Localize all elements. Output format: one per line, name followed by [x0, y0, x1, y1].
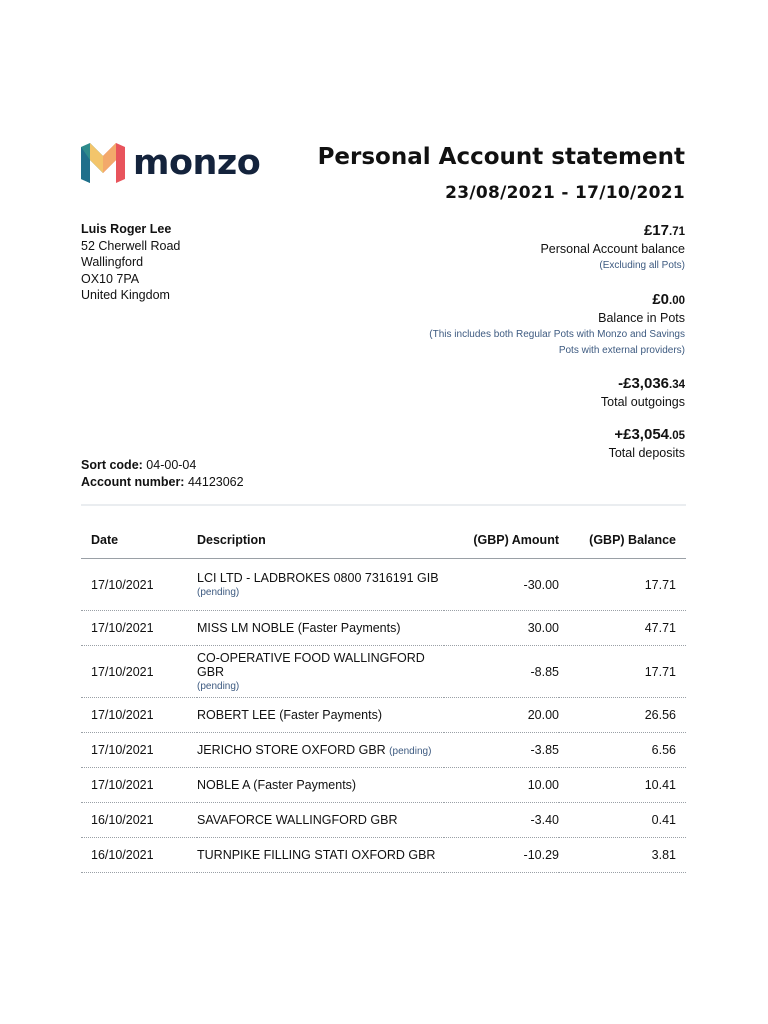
- table-row: [81, 611, 686, 646]
- address-line: OX10 7PA: [81, 271, 140, 286]
- cell-description: [197, 803, 444, 838]
- cell-date: 17/10/2021: [81, 733, 197, 768]
- pending-label: (pending): [389, 746, 432, 757]
- cell-balance: 26.56: [559, 698, 686, 733]
- cell-balance: 0.41: [559, 803, 686, 838]
- pots-note: (This includes both Regular Pots with Monzo and Savings: [429, 328, 685, 340]
- sort-code: Sort code: 04-00-04: [81, 458, 197, 472]
- cell-amount: -3.40: [444, 803, 559, 838]
- cell-balance: 17.71: [559, 646, 686, 698]
- pots-note: Pots with external providers): [558, 345, 685, 356]
- cell-description: [197, 838, 444, 873]
- description-text: ROBERT LEE (Faster Payments): [197, 708, 383, 722]
- cell-date: 17/10/2021: [81, 698, 197, 733]
- description-text: MISS LM NOBLE (Faster Payments): [197, 621, 401, 635]
- cell-date: 17/10/2021: [81, 646, 197, 698]
- account-number: Account number: 44123062: [81, 474, 244, 489]
- table-row: [81, 733, 686, 768]
- account-summary: [325, 222, 685, 462]
- statement-period: 23/08/2021 - 17/10/2021: [445, 183, 685, 203]
- monzo-m-icon: [81, 143, 125, 183]
- pots-summary: [325, 291, 685, 360]
- customer-address: [81, 221, 180, 304]
- cell-description: [197, 698, 444, 733]
- table-row: [81, 646, 686, 698]
- table-row: [81, 838, 686, 873]
- outgoings-summary: [325, 375, 685, 411]
- description-text: SAVAFORCE WALLINGFORD GBR: [197, 813, 398, 827]
- cell-balance: 3.81: [559, 838, 686, 873]
- cell-balance: 17.71: [559, 559, 686, 611]
- pending-label: (pending): [197, 587, 240, 598]
- outgoings-amount: -£3,036.34: [618, 374, 685, 392]
- monzo-logo: [81, 143, 260, 183]
- cell-description: [197, 733, 444, 768]
- cell-balance: 6.56: [559, 733, 686, 768]
- description-text: LCI LTD - LADBROKES 0800 7316191 GIB: [197, 571, 439, 585]
- cell-amount: 20.00: [444, 698, 559, 733]
- column-header-description: Description: [197, 522, 444, 559]
- cell-balance: 47.71: [559, 611, 686, 646]
- outgoings-label: Total outgoings: [600, 394, 685, 409]
- table-row: [81, 698, 686, 733]
- cell-description: [197, 611, 444, 646]
- table-header-row: [81, 522, 686, 559]
- cell-amount: 10.00: [444, 768, 559, 803]
- transactions-table: [81, 522, 686, 873]
- description-text: CO-OPERATIVE FOOD WALLINGFORD GBR: [197, 651, 425, 679]
- cell-date: 17/10/2021: [81, 768, 197, 803]
- cell-amount: -3.85: [444, 733, 559, 768]
- table-row: [81, 803, 686, 838]
- customer-name: Luis Roger Lee: [81, 222, 172, 236]
- balance-summary: [325, 222, 685, 275]
- balance-note: (Excluding all Pots): [599, 260, 685, 271]
- cell-description: [197, 768, 444, 803]
- column-header-balance: (GBP) Balance: [559, 522, 686, 559]
- cell-date: 16/10/2021: [81, 803, 197, 838]
- cell-date: 16/10/2021: [81, 838, 197, 873]
- divider: [81, 504, 686, 506]
- pending-label: (pending): [197, 681, 240, 692]
- cell-date: 17/10/2021: [81, 611, 197, 646]
- deposits-summary: [325, 426, 685, 462]
- address-line: United Kingdom: [81, 288, 170, 303]
- description-text: NOBLE A (Faster Payments): [197, 778, 357, 792]
- table-row: [81, 559, 686, 611]
- column-header-date: Date: [81, 522, 197, 559]
- pots-label: Balance in Pots: [598, 310, 685, 325]
- balance-amount: £17.71: [643, 222, 685, 239]
- cell-date: 17/10/2021: [81, 559, 197, 611]
- description-text: JERICHO STORE OXFORD GBR: [197, 743, 386, 757]
- account-details: [81, 457, 244, 490]
- statement-title: Personal Account statement: [317, 144, 685, 170]
- description-text: TURNPIKE FILLING STATI OXFORD GBR: [197, 848, 436, 862]
- balance-label: Personal Account balance: [540, 242, 685, 256]
- cell-amount: -30.00: [444, 559, 559, 611]
- address-line: Wallingford: [81, 255, 144, 270]
- cell-amount: 30.00: [444, 611, 559, 646]
- pots-amount: £0.00: [652, 290, 685, 308]
- brand-name: monzo: [133, 143, 261, 183]
- cell-description: [197, 559, 444, 611]
- deposits-label: Total deposits: [608, 445, 685, 460]
- cell-balance: 10.41: [559, 768, 686, 803]
- deposits-amount: +£3,054.05: [614, 425, 685, 443]
- column-header-amount: (GBP) Amount: [444, 522, 559, 559]
- address-line: 52 Cherwell Road: [81, 238, 181, 253]
- cell-amount: -8.85: [444, 646, 559, 698]
- cell-description: [197, 646, 444, 698]
- cell-amount: -10.29: [444, 838, 559, 873]
- table-row: [81, 768, 686, 803]
